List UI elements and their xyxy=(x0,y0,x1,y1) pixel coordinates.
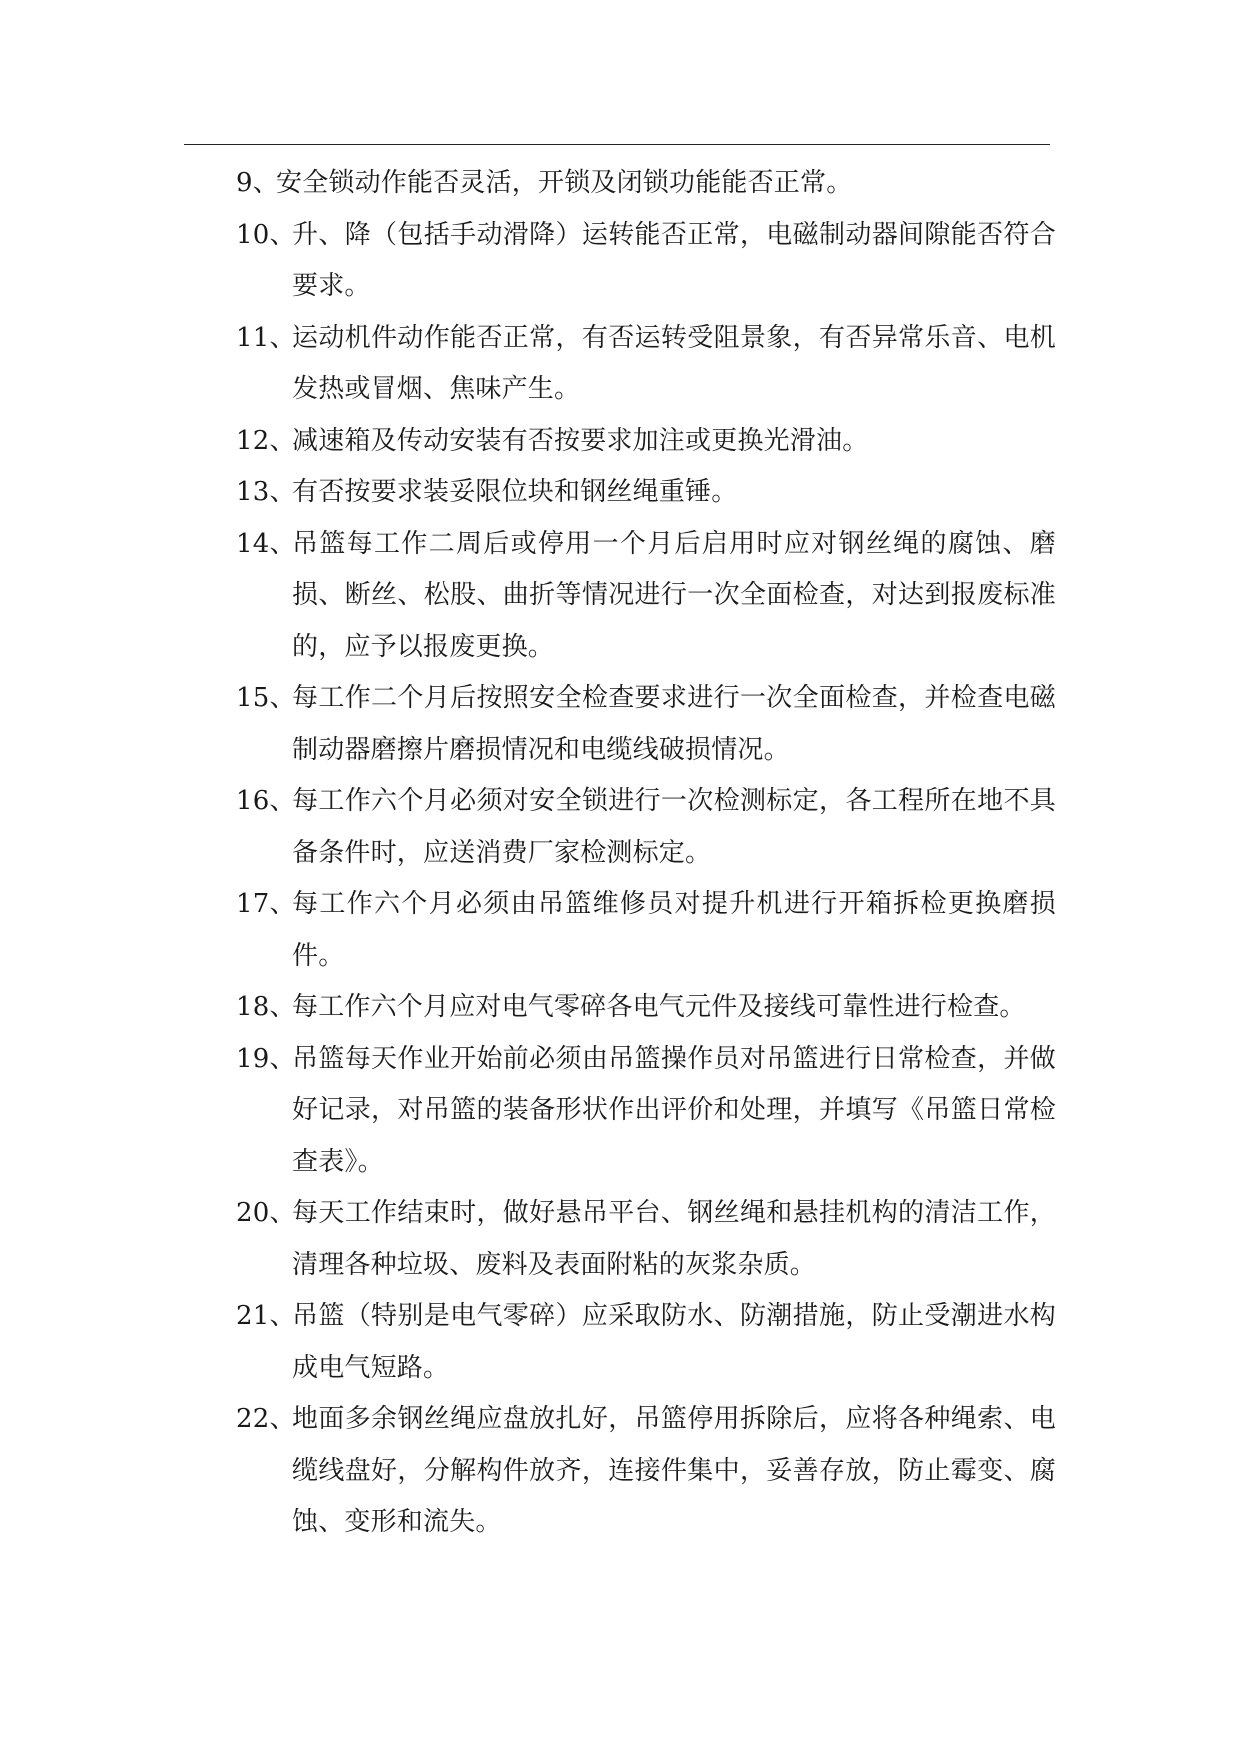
item-number: 11、 xyxy=(236,322,296,353)
list-item-11 xyxy=(236,313,1056,416)
item-number: 14、 xyxy=(236,528,296,559)
item-number: 10、 xyxy=(236,219,296,250)
list-item-13 xyxy=(236,467,1056,519)
item-number: 17、 xyxy=(236,889,296,919)
item-text: 有否按要求装妥限位块和钢丝绳重锤。 xyxy=(292,477,738,507)
item-text: 每工作六个月必须由吊篮维修员对提升机进行开箱拆检更换磨损件。 xyxy=(292,889,1056,971)
list-item-17 xyxy=(236,879,1056,982)
item-number: 9、 xyxy=(236,168,279,198)
item-text: 吊篮每工作二周后或停用一个月后启用时应对钢丝绳的腐蚀、磨损、断丝、松股、曲折等情况进行一次全面检查，对达到报废标准的，应予以报废更换。 xyxy=(292,528,1056,662)
item-text: 升、降（包括手动滑降）运转能否正常，电磁制动器间隙能否符合要求。 xyxy=(292,219,1056,301)
item-text: 地面多余钢丝绳应盘放扎好，吊篮停用拆除后，应将各种绳索、电缆线盘好，分解构件放齐，连接件集中，妥善存放，防止霉变、腐蚀、变形和流失。 xyxy=(292,1404,1056,1537)
item-text: 运动机件动作能否正常，有否运转受阻景象，有否异常乐音、电机发热或冒烟、焦味产生。 xyxy=(292,322,1056,404)
list-item-12 xyxy=(236,416,1056,468)
item-text: 每工作六个月应对电气零碎各电气元件及接线可靠性进行检查。 xyxy=(292,992,1026,1022)
item-text: 每天工作结束时，做好悬吊平台、钢丝绳和悬挂机构的清洁工作，清理各种垃圾、废料及表面附粘的灰浆杂质。 xyxy=(292,1198,1056,1280)
item-text: 每工作二个月后按照安全检查要求进行一次全面检查，并检查电磁制动器磨擦片磨损情况和电缆线破损情况。 xyxy=(292,683,1056,765)
item-number: 20、 xyxy=(236,1198,296,1228)
item-number: 21、 xyxy=(236,1301,296,1331)
list-item-9 xyxy=(236,158,1056,210)
list-item-16 xyxy=(236,776,1056,879)
item-text: 吊篮每天作业开始前必须由吊篮操作员对吊篮进行日常检查，并做好记录，对吊篮的装备形状作出评价和处理，并填写《吊篮日常检查表》。 xyxy=(292,1043,1056,1177)
list-item-14 xyxy=(236,519,1056,674)
item-number: 16、 xyxy=(236,786,296,816)
item-text: 减速箱及传动安装有否按要求加注或更换光滑油。 xyxy=(292,425,869,456)
list-item-19 xyxy=(236,1034,1056,1189)
item-text: 安全锁动作能否灵活，开锁及闭锁功能能否正常。 xyxy=(276,168,853,198)
list-item-21 xyxy=(236,1291,1056,1394)
item-number: 13、 xyxy=(236,477,296,507)
item-text: 吊篮（特别是电气零碎）应采取防水、防潮措施，防止受潮进水构成电气短路。 xyxy=(292,1301,1056,1383)
list-item-18 xyxy=(236,982,1056,1034)
item-text: 每工作六个月必须对安全锁进行一次检测标定，各工程所在地不具备条件时，应送消费厂家检测标定。 xyxy=(292,786,1056,868)
item-number: 22、 xyxy=(236,1404,296,1434)
list-item-20 xyxy=(236,1188,1056,1291)
item-number: 12、 xyxy=(236,425,296,456)
inspection-list xyxy=(236,158,1056,1549)
header-rule xyxy=(184,144,1050,145)
item-number: 19、 xyxy=(236,1043,296,1074)
item-number: 18、 xyxy=(236,992,296,1022)
item-number: 15、 xyxy=(236,683,296,713)
list-item-22 xyxy=(236,1394,1056,1549)
list-item-15 xyxy=(236,673,1056,776)
list-item-10 xyxy=(236,210,1056,313)
